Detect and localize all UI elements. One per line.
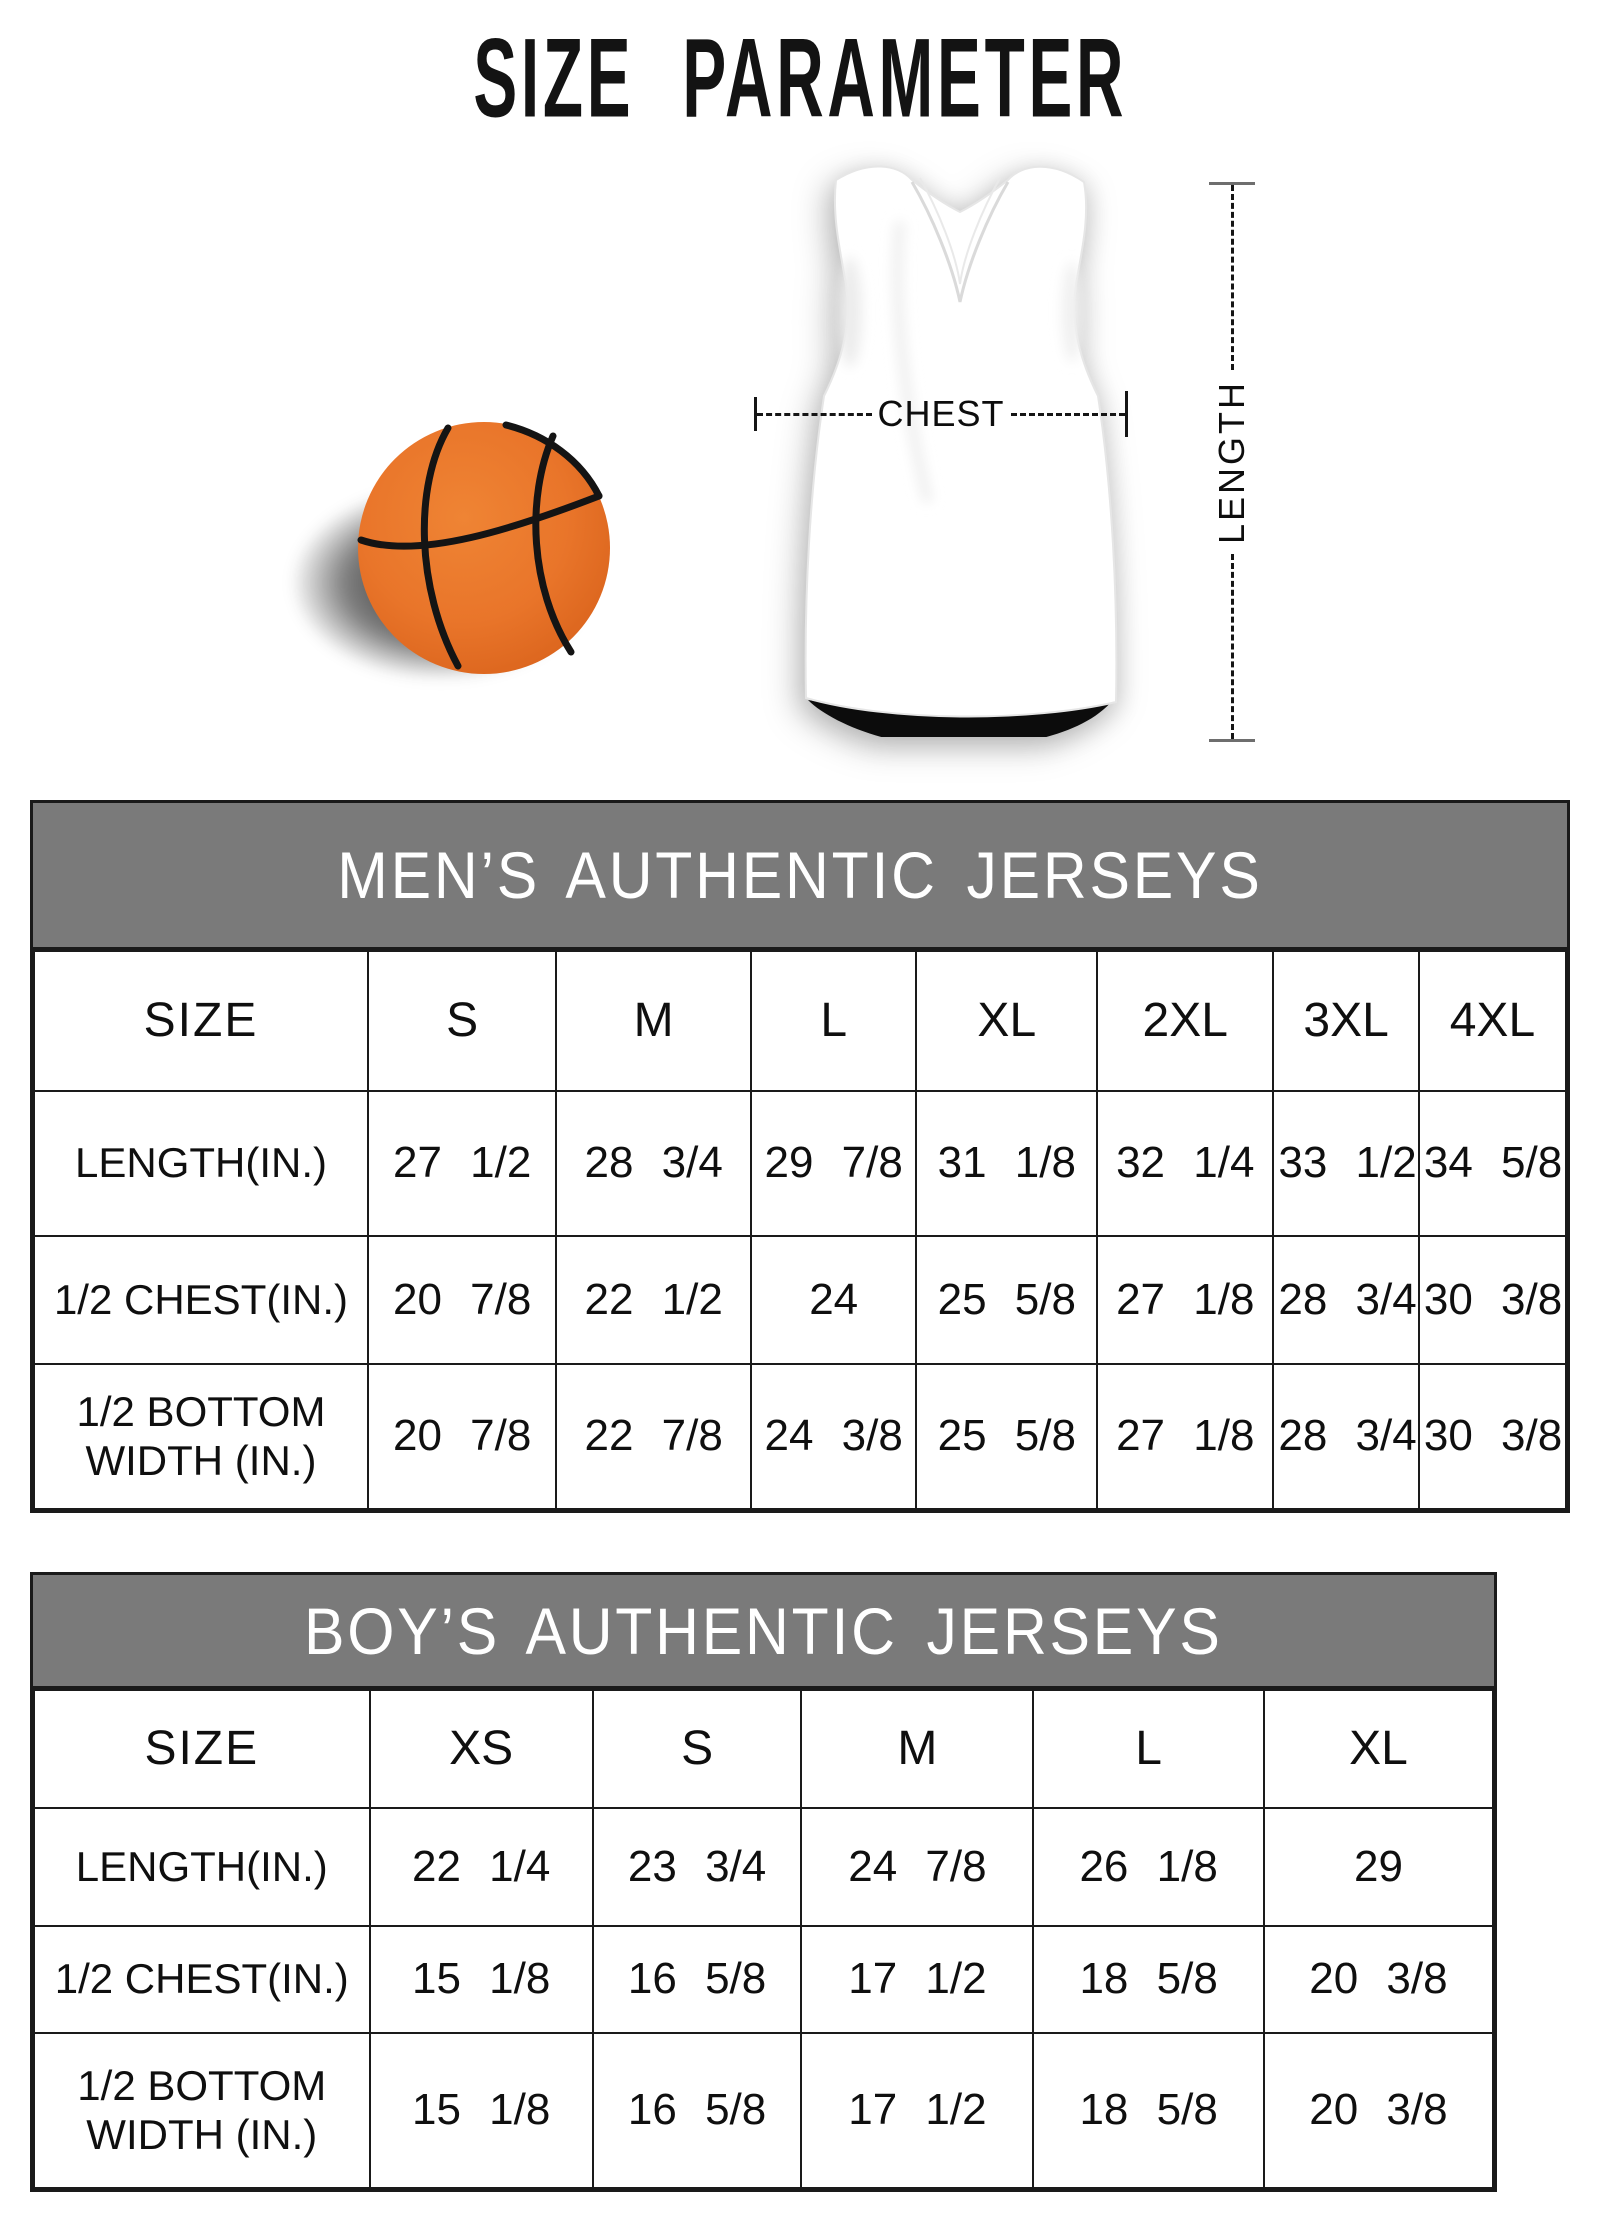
length-measure-line: [1206, 182, 1258, 742]
value-cell: 29 7/8: [751, 1091, 916, 1236]
value-cell: 24: [751, 1236, 916, 1364]
value-cell: 27 1/8: [1097, 1236, 1273, 1364]
row-label: 1/2 CHEST(IN.): [34, 1236, 368, 1364]
row-label: 1/2 BOTTOM WIDTH (IN.): [34, 2033, 370, 2188]
boys-size-table: [30, 1572, 1497, 2192]
mens-size-grid: [33, 950, 1567, 1510]
value-cell: 22 1/4: [370, 1808, 593, 1926]
column-header: L: [1033, 1690, 1264, 1808]
value-cell: 20 3/8: [1264, 2033, 1493, 2188]
column-header: XL: [1264, 1690, 1493, 1808]
column-header: L: [751, 951, 916, 1091]
chest-dash-right: [1011, 413, 1126, 416]
basketball-icon: [356, 420, 612, 676]
value-cell: 28 3/4: [556, 1091, 751, 1236]
column-header: XS: [370, 1690, 593, 1808]
value-cell: 29: [1264, 1808, 1493, 1926]
length-label: LENGTH: [1211, 379, 1252, 545]
value-cell: 23 3/4: [593, 1808, 802, 1926]
chest-label: CHEST: [877, 393, 1005, 434]
value-cell: 17 1/2: [801, 1926, 1033, 2033]
value-cell: 20 7/8: [368, 1236, 556, 1364]
value-cell: 20 3/8: [1264, 1926, 1493, 2033]
row-label: 1/2 CHEST(IN.): [34, 1926, 370, 2033]
column-header: M: [556, 951, 751, 1091]
value-cell: 27 1/8: [1097, 1364, 1273, 1509]
value-cell: 15 1/8: [370, 2033, 593, 2188]
length-dash-bottom: [1231, 554, 1234, 739]
mens-table-title-band: [33, 803, 1567, 950]
value-cell: 18 5/8: [1033, 1926, 1264, 2033]
column-header: S: [593, 1690, 802, 1808]
value-cell: 22 7/8: [556, 1364, 751, 1509]
boys-size-grid: [33, 1689, 1494, 2189]
mens-table-title: MEN’S AUTHENTIC JERSEYS: [337, 838, 1263, 912]
column-header: S: [368, 951, 556, 1091]
page-title: SIZE PARAMETER: [473, 15, 1127, 141]
value-cell: 31 1/8: [916, 1091, 1097, 1236]
boys-table-title: BOY’S AUTHENTIC JERSEYS: [304, 1593, 1223, 1668]
value-cell: 30 3/8: [1419, 1364, 1566, 1509]
value-cell: 25 5/8: [916, 1236, 1097, 1364]
value-cell: 18 5/8: [1033, 2033, 1264, 2188]
page-title-row: [0, 15, 1600, 141]
value-cell: 24 3/8: [751, 1364, 916, 1509]
chest-measure-line: [754, 392, 1128, 436]
value-cell: 16 5/8: [593, 2033, 802, 2188]
jersey-icon: [780, 152, 1140, 737]
value-cell: 27 1/2: [368, 1091, 556, 1236]
column-header: M: [801, 1690, 1033, 1808]
row-label: 1/2 BOTTOM WIDTH (IN.): [34, 1364, 368, 1509]
column-header: XL: [916, 951, 1097, 1091]
value-cell: 17 1/2: [801, 2033, 1033, 2188]
column-header: 3XL: [1273, 951, 1419, 1091]
boys-table-title-band: [33, 1575, 1494, 1689]
size-corner-header: SIZE: [34, 1690, 370, 1808]
value-cell: 22 1/2: [556, 1236, 751, 1364]
value-cell: 20 7/8: [368, 1364, 556, 1509]
value-cell: 30 3/8: [1419, 1236, 1566, 1364]
value-cell: 32 1/4: [1097, 1091, 1273, 1236]
value-cell: 24 7/8: [801, 1808, 1033, 1926]
row-label: LENGTH(IN.): [34, 1808, 370, 1926]
column-header: 2XL: [1097, 951, 1273, 1091]
value-cell: 26 1/8: [1033, 1808, 1264, 1926]
mens-size-table: [30, 800, 1570, 1513]
chest-tick-right: [1125, 391, 1128, 437]
value-cell: 15 1/8: [370, 1926, 593, 2033]
value-cell: 16 5/8: [593, 1926, 802, 2033]
column-header: 4XL: [1419, 951, 1566, 1091]
value-cell: 28 3/4: [1273, 1236, 1419, 1364]
value-cell: 25 5/8: [916, 1364, 1097, 1509]
row-label: LENGTH(IN.): [34, 1091, 368, 1236]
length-tick-bottom: [1209, 739, 1255, 742]
value-cell: 33 1/2: [1273, 1091, 1419, 1236]
value-cell: 28 3/4: [1273, 1364, 1419, 1509]
chest-dash-left: [757, 413, 872, 416]
length-dash-top: [1231, 185, 1234, 370]
value-cell: 34 5/8: [1419, 1091, 1566, 1236]
size-corner-header: SIZE: [34, 951, 368, 1091]
